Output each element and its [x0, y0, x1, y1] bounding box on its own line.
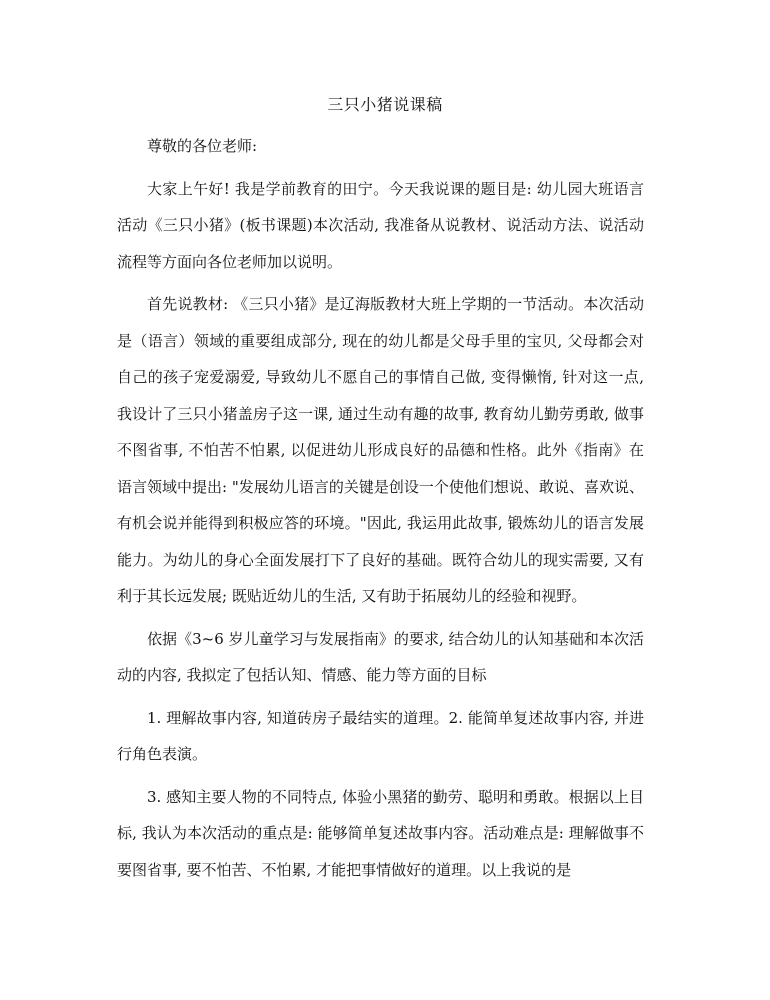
- paragraph-introduction: 大家上午好! 我是学前教育的田宁。今天我说课的题目是: 幼儿园大班语言活动《三只小猪》(板书课题)本次活动, 我准备从说教材、说活动方法、说活动流程等方面向各位老师加以说明。: [117, 179, 644, 271]
- paragraph-goals-intro: 依据《3~6 岁儿童学习与发展指南》的要求, 结合幼儿的认知基础和本次活动的内容, 我拟定了包括认知、情感、能力等方面的目标: [117, 629, 644, 684]
- page-title: 三只小猪说课稿: [327, 95, 443, 114]
- paragraph-greeting: 尊敬的各位老师:: [147, 137, 258, 155]
- paragraph-goal-three-key-points: 3. 感知主要人物的不同特点, 体验小黑猪的勤劳、聪明和勇敢。根据以上目标, 我认为本次活动的重点是: 能够简单复述故事内容。活动难点是: 理解做事不要图省事, 要不怕苦、不怕累, 才能把事情做好的道理。以上我说的是: [117, 787, 644, 879]
- paragraph-textbook-analysis: 首先说教材: 《三只小猪》是辽海版教材大班上学期的一节活动。本次活动是（语言）领域的重要组成部分, 现在的幼儿都是父母手里的宝贝, 父母都会对自己的孩子宠爱溺爱, 导致幼儿不愿自己的事情自己做, 变得懒惰, 针对这一点, 我设计了三只小猪盖房子这一课, 通过生动有趣的故事, 教育幼儿勤劳勇敢, 做事不图省事, 不怕苦不怕累, 以促进幼儿形成良好的品德和性格。此外《指南》在语言领域中提出: "发展幼儿语言的关键是创设一个使他们想说、敢说、喜欢说、有机会说并能得到积极应答的环境。"因此, 我运用此故事, 锻炼幼儿的语言发展能力。为幼儿的身心全面发展打下了良好的基础。既符合幼儿的现实需要, 又有利于其长远发展; 既贴近幼儿的生活, 又有助于拓展幼儿的经验和视野。: [117, 295, 644, 605]
- paragraph-goals-one-two: 1. 理解故事内容, 知道砖房子最结实的道理。2. 能简单复述故事内容, 并进行角色表演。: [117, 708, 644, 763]
- document-body: [117, 128, 644, 888]
